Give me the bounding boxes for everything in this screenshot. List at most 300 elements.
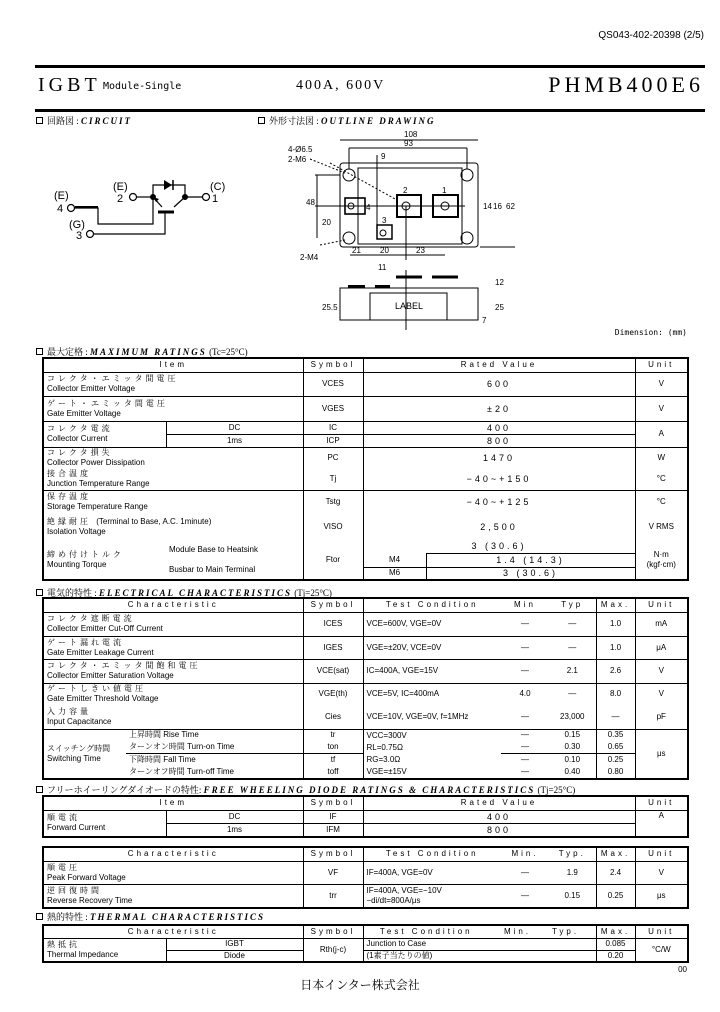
- table-cell: 0.30: [549, 741, 596, 753]
- table-cell: DC: [166, 810, 303, 823]
- table-cell: IC: [303, 421, 363, 434]
- text-label: LABEL: [395, 301, 424, 311]
- text-label: Collector Power Dissipation: [47, 457, 145, 467]
- table-cell: Tstg: [303, 490, 363, 514]
- page-code: 00: [678, 965, 687, 974]
- circuit-diagram: [40, 165, 240, 250]
- table-cell: Item: [43, 358, 303, 372]
- table-cell: [43, 659, 303, 683]
- text-label: Busbar to Main Terminal: [169, 564, 256, 574]
- table-cell: [126, 753, 303, 766]
- text-label: 3: [76, 230, 83, 242]
- table-cell: 0.35: [596, 729, 635, 741]
- table-cell: ICP: [303, 434, 363, 447]
- table-cell: [43, 421, 166, 447]
- table-cell: [363, 729, 501, 779]
- text-label: Storage Temperature Range: [47, 502, 148, 512]
- table-cell: Typ.: [549, 847, 596, 861]
- table-cell: 0.20: [596, 950, 635, 962]
- text-label: 電気的特性: [47, 588, 93, 598]
- table-cell: [43, 490, 303, 514]
- section-max-ratings: 最大定格 : MAXIMUM RATINGS (Tc=25°C): [36, 345, 248, 358]
- table-cell: VCES: [303, 372, 363, 396]
- table-cell: VF: [303, 861, 363, 884]
- table-row: [43, 861, 688, 884]
- text-label: フリーホイーリングダイオードの特性: [47, 785, 199, 795]
- table-cell: [43, 372, 303, 396]
- text-label: [36, 348, 43, 355]
- text-label: 20: [380, 246, 389, 255]
- table-cell: 1ms: [166, 434, 303, 447]
- table-cell: M4: [363, 553, 426, 567]
- table-cell: [43, 861, 303, 884]
- part-number: PHMB400E6: [548, 72, 704, 97]
- text-label: 11: [378, 263, 387, 272]
- table-row: [43, 540, 688, 553]
- text-label: 21: [352, 246, 361, 255]
- table-row: [43, 884, 688, 908]
- table-cell: 0.15: [549, 729, 596, 741]
- table-cell: 2.4: [596, 861, 635, 884]
- table-cell: Max.: [596, 598, 635, 612]
- table-cell: VCE=5V, IC=400mA: [363, 683, 501, 705]
- table-cell: Cies: [303, 705, 363, 729]
- table-cell: —: [501, 729, 549, 741]
- table-cell: Characteristic: [43, 847, 303, 861]
- table-cell: 1.4 (14.3): [426, 553, 635, 567]
- text-label: 締め付けトルク: [47, 549, 124, 559]
- text-label: Collector Emitter Voltage: [47, 384, 136, 393]
- table-cell: 1.0: [596, 636, 635, 659]
- table-cell: 0.10: [549, 753, 596, 766]
- text-label: 62: [506, 202, 515, 211]
- table-cell: IGBT: [166, 938, 303, 950]
- table-cell: mA: [635, 612, 688, 636]
- text-label: N·m: [653, 549, 669, 559]
- table-cell: Symbol: [303, 598, 363, 612]
- table-cell: —: [549, 612, 596, 636]
- table-cell: VCE=600V, VGE=0V: [363, 612, 501, 636]
- table-cell: VCE=10V, VGE=0V, f=1MHz: [363, 705, 501, 729]
- text-label: 3: [382, 216, 387, 225]
- table-cell: [43, 468, 303, 490]
- text-label: コレクタ・エミッタ間飽和電圧: [47, 661, 201, 670]
- text-label: コレクタ・エミッタ間電圧: [47, 374, 179, 383]
- table-row: [43, 659, 688, 683]
- table-cell: —: [501, 659, 549, 683]
- table-cell: Symbol: [303, 847, 363, 861]
- text-label: 48: [306, 198, 315, 207]
- device-type: IGBT: [38, 74, 101, 96]
- diode-icon: [164, 180, 172, 190]
- table-cell: 1.0: [596, 612, 635, 636]
- table-cell: [43, 612, 303, 636]
- section-fwd: フリーホイーリングダイオードの特性: FREE WHEELING DIODE RATINGS & CHARACTERISTICS (Tj=25°C): [36, 783, 575, 796]
- table-cell: 0.80: [596, 766, 635, 779]
- text-label: 順電圧: [47, 862, 80, 872]
- fwd-characteristics-table: [42, 846, 689, 909]
- table-cell: [43, 540, 166, 580]
- text-label: (C): [210, 181, 226, 193]
- table-cell: —: [596, 705, 635, 729]
- text-label: VCC=300V: [366, 730, 407, 740]
- table-cell: 1.9: [549, 861, 596, 884]
- text-label: 25: [495, 303, 504, 312]
- thermal-characteristics-table: [42, 924, 689, 963]
- text-label: Isolation Voltage: [47, 527, 106, 536]
- table-cell: Symbol: [303, 925, 363, 938]
- text-label: 25.5: [322, 303, 338, 312]
- text-label: 上昇時間: [129, 730, 161, 740]
- text-label: 93: [404, 139, 413, 148]
- text-label: 4: [57, 203, 64, 215]
- table-cell: 800: [363, 434, 635, 447]
- table-cell: 2.1: [549, 659, 596, 683]
- divider: [35, 65, 705, 68]
- text-label: コレクタ損失: [47, 447, 113, 457]
- table-cell: °C: [635, 490, 688, 514]
- text-label: Forward Current: [47, 823, 106, 833]
- text-label: 9: [381, 152, 386, 161]
- text-label: Collector Emitter Saturation Voltage: [47, 671, 174, 680]
- table-cell: [363, 925, 596, 938]
- text-label: 保存温度: [47, 492, 91, 502]
- table-row: [43, 938, 688, 950]
- table-cell: 2.6: [596, 659, 635, 683]
- table-cell: VISO: [303, 514, 363, 540]
- table-cell: Diode: [166, 950, 303, 962]
- section-outline: 外形寸法図 : OUTLINE DRAWING: [258, 114, 435, 127]
- table-row: [43, 636, 688, 659]
- table-cell: IFM: [303, 823, 363, 837]
- table-cell: 0.15: [549, 884, 596, 908]
- table-cell: —: [501, 884, 549, 908]
- text-label: スイッチング時間: [47, 743, 111, 753]
- table-cell: VGES: [303, 396, 363, 421]
- text-label: Collector Current: [47, 434, 108, 443]
- table-cell: W: [635, 447, 688, 468]
- table-cell: 0.40: [549, 766, 596, 779]
- table-cell: VGE(th): [303, 683, 363, 705]
- table-cell: μs: [635, 729, 688, 779]
- table-cell: 2,500: [363, 514, 635, 540]
- table-row: [43, 396, 688, 421]
- table-cell: M6: [363, 567, 426, 580]
- text-label: (Tj=25°C): [294, 588, 332, 598]
- module-type: Module-Single: [103, 81, 182, 92]
- table-cell: ±20: [363, 396, 635, 421]
- table-cell: Tj: [303, 468, 363, 490]
- table-cell: Unit: [635, 925, 688, 938]
- table-cell: V: [635, 861, 688, 884]
- table-cell: Junction to Case: [363, 938, 596, 950]
- table-cell: °C/W: [635, 938, 688, 962]
- table-cell: IF: [303, 810, 363, 823]
- table-cell: Test Condition: [363, 598, 501, 612]
- table-cell: VGE=±20V, VCE=0V: [363, 636, 501, 659]
- document-number: QS043-402-20398 (2/5): [598, 30, 704, 41]
- text-label: (E): [54, 190, 69, 202]
- text-label: 回路図: [47, 116, 75, 126]
- table-cell: 0.65: [596, 741, 635, 753]
- text-label: Turn-on Time: [187, 741, 235, 751]
- section-thermal: 熱的特性 : THERMAL CHARACTERISTICS: [36, 910, 265, 923]
- table-cell: IF=400A, VGE=0V: [363, 861, 501, 884]
- text-label: 順電流: [47, 813, 80, 823]
- text-label: 16: [493, 202, 502, 211]
- text-label: 最大定格: [47, 347, 84, 357]
- table-row: [43, 372, 688, 396]
- table-cell: Unit: [635, 796, 688, 810]
- table-cell: 3 (30.6): [363, 540, 635, 553]
- table-cell: trr: [303, 884, 363, 908]
- text-label: 108: [404, 130, 418, 139]
- table-cell: 1470: [363, 447, 635, 468]
- text-label: [36, 117, 43, 124]
- table-cell: IGES: [303, 636, 363, 659]
- text-label: Switching Time: [47, 753, 101, 763]
- text-label: 14: [483, 202, 492, 211]
- text-label: (G): [69, 219, 85, 231]
- company-name: 日本インター株式会社: [300, 978, 420, 992]
- text-label: 1: [442, 186, 447, 195]
- table-cell: [43, 884, 303, 908]
- table-cell: −40~+125: [363, 490, 635, 514]
- table-cell: tr: [303, 729, 363, 741]
- table-cell: [43, 810, 166, 837]
- table-cell: Min: [501, 598, 549, 612]
- text-label: 入力容量: [47, 706, 91, 716]
- table-cell: 0.25: [596, 753, 635, 766]
- table-cell: —: [501, 705, 549, 729]
- text-label: コレクタ電流: [47, 424, 113, 433]
- text-label: [36, 589, 43, 596]
- table-row: [43, 514, 688, 540]
- terminal-3: [87, 231, 94, 238]
- max-ratings-table: [42, 357, 689, 581]
- table-cell: Ftor: [303, 540, 363, 580]
- table-cell: Max.: [596, 847, 635, 861]
- table-cell: °C: [635, 468, 688, 490]
- table-cell: —: [501, 753, 549, 766]
- text-label: [36, 786, 43, 793]
- table-cell: [43, 514, 303, 540]
- text-label: 4-Ø6.5: [288, 145, 313, 154]
- table-cell: 3 (30.6): [426, 567, 635, 580]
- table-cell: V: [635, 683, 688, 705]
- outline-drawing: [270, 125, 530, 335]
- text-label: RL=0.75Ω: [366, 742, 403, 752]
- table-cell: Rated Value: [363, 358, 635, 372]
- text-label: 接合温度: [47, 468, 91, 478]
- text-label: 外形寸法図: [269, 116, 315, 126]
- table-cell: [43, 938, 166, 962]
- table-cell: PC: [303, 447, 363, 468]
- text-label: 1: [212, 193, 219, 205]
- text-label: Junction Temperature Range: [47, 478, 150, 488]
- text-label: −di/dt=800A/μs: [366, 895, 421, 905]
- text-label: [36, 913, 43, 920]
- text-label: 熱的特性: [47, 912, 84, 922]
- fwd-ratings-table: [42, 795, 689, 838]
- table-cell: 0.085: [596, 938, 635, 950]
- text-label: (kgf·cm): [646, 559, 676, 569]
- table-cell: [126, 729, 303, 741]
- table-cell: 1ms: [166, 823, 303, 837]
- text-label: Reverse Recovery Time: [47, 895, 133, 905]
- text-label: 絶縁耐圧: [47, 517, 91, 526]
- table-cell: 23,000: [549, 705, 596, 729]
- table-cell: —: [549, 636, 596, 659]
- table-cell: 600: [363, 372, 635, 396]
- text-label: コレクタ遮断電流: [47, 614, 135, 623]
- text-label: (E): [113, 181, 128, 193]
- table-cell: 0.25: [596, 884, 635, 908]
- table-cell: A: [635, 421, 688, 447]
- table-row: [43, 810, 688, 823]
- text-label: 2: [403, 186, 408, 195]
- table-cell: μA: [635, 636, 688, 659]
- table-cell: Rated Value: [363, 796, 635, 810]
- text-label: (Tj=25°C): [537, 785, 576, 795]
- text-label: 23: [416, 246, 425, 255]
- text-label: Mounting Torque: [47, 559, 107, 569]
- table-cell: —: [549, 683, 596, 705]
- table-row: [43, 468, 688, 490]
- table-cell: toff: [303, 766, 363, 779]
- text-label: 熱抵抗: [47, 939, 80, 949]
- table-row: [43, 729, 688, 741]
- table-cell: pF: [635, 705, 688, 729]
- text-label: 4: [366, 203, 371, 212]
- text-label: 2-M6: [288, 155, 307, 164]
- text-label: [258, 117, 265, 124]
- table-row: [43, 421, 688, 434]
- table-cell: V: [635, 396, 688, 421]
- text-label: Gate Emitter Voltage: [47, 408, 121, 418]
- table-cell: —: [501, 612, 549, 636]
- section-electrical: 電気的特性 : ELECTRICAL CHARACTERISTICS (Tj=25°C): [36, 586, 332, 599]
- text-label: 2: [117, 193, 124, 205]
- table-cell: Characteristic: [43, 925, 303, 938]
- table-cell: ton: [303, 741, 363, 753]
- table-cell: (1素子当たりの値): [363, 950, 596, 962]
- text-label: (Tc=25°C): [209, 347, 248, 357]
- table-cell: Symbol: [303, 358, 363, 372]
- table-cell: [635, 540, 688, 580]
- text-label: Peak Forward Voltage: [47, 872, 126, 882]
- table-cell: 800: [363, 823, 635, 837]
- text-label: Collector Emitter Cut-Off Current: [47, 624, 163, 633]
- table-row: [43, 612, 688, 636]
- text-label: 下降時間: [129, 754, 161, 764]
- text-label: Turn-off Time: [186, 767, 234, 776]
- terminal-4: [68, 205, 75, 212]
- table-cell: Symbol: [303, 796, 363, 810]
- text-label: RG=3.0Ω: [366, 754, 401, 764]
- table-cell: Unit: [635, 847, 688, 861]
- table-cell: −40~+150: [363, 468, 635, 490]
- table-cell: [43, 447, 303, 468]
- text-label: Thermal Impedance: [47, 949, 119, 959]
- table-cell: A: [635, 810, 688, 837]
- table-cell: [126, 741, 303, 753]
- table-cell: [43, 636, 303, 659]
- text-label: Gate Emitter Threshold Voltage: [47, 694, 159, 704]
- table-row: [43, 490, 688, 514]
- text-label: 7: [482, 316, 487, 325]
- text-label: Gate Emitter Leakage Current: [47, 647, 154, 657]
- table-cell: Min.: [501, 847, 549, 861]
- table-cell: [43, 729, 126, 779]
- table-cell: [363, 884, 501, 908]
- electrical-characteristics-table: [42, 597, 689, 780]
- text-label: ゲートしきい値電圧: [47, 684, 146, 694]
- table-cell: ICES: [303, 612, 363, 636]
- text-label: Typ.: [551, 926, 580, 936]
- table-cell: Characteristic: [43, 598, 303, 612]
- table-cell: VCE(sat): [303, 659, 363, 683]
- table-cell: V: [635, 372, 688, 396]
- table-cell: [126, 766, 303, 779]
- text-label: 20: [322, 218, 331, 227]
- text-label: ターンオン時間: [129, 741, 185, 751]
- table-cell: Typ: [549, 598, 596, 612]
- table-cell: 8.0: [596, 683, 635, 705]
- table-cell: 400: [363, 421, 635, 434]
- text-label: VGE=±15V: [366, 766, 407, 776]
- table-cell: V: [635, 659, 688, 683]
- table-cell: tf: [303, 753, 363, 766]
- text-label: Min.: [503, 926, 532, 936]
- text-label: (Terminal to Base, A.C. 1minute): [96, 517, 212, 526]
- table-cell: μs: [635, 884, 688, 908]
- text-label: Rise Time: [163, 730, 199, 740]
- table-cell: [43, 396, 303, 421]
- table-cell: DC: [166, 421, 303, 434]
- table-cell: Unit: [635, 598, 688, 612]
- table-cell: [43, 683, 303, 705]
- table-row: [43, 683, 688, 705]
- text-label: 逆回復時間: [47, 885, 102, 895]
- table-cell: 400: [363, 810, 635, 823]
- text-label: ゲート・エミッタ間電圧: [47, 398, 168, 408]
- table-cell: IC=400A, VGE=15V: [363, 659, 501, 683]
- dimension-unit-note: Dimension: (mm): [614, 328, 687, 337]
- table-cell: —: [501, 741, 549, 753]
- table-cell: Item: [43, 796, 303, 810]
- table-cell: [166, 540, 303, 580]
- table-row: [43, 705, 688, 729]
- text-label: Test Condition: [379, 926, 473, 936]
- table-cell: Test Condition: [363, 847, 501, 861]
- section-circuit: 回路図 : CIRCUIT: [36, 114, 132, 127]
- table-cell: —: [501, 766, 549, 779]
- table-cell: Rth(j-c): [303, 938, 363, 962]
- table-cell: Max.: [596, 925, 635, 938]
- text-label: Fall Time: [163, 754, 196, 764]
- table-cell: —: [501, 861, 549, 884]
- table-cell: —: [501, 636, 549, 659]
- table-cell: 4.0: [501, 683, 549, 705]
- text-label: Module Base to Heatsink: [169, 544, 258, 554]
- terminal-2: [130, 194, 137, 201]
- text-label: 2-M4: [300, 253, 319, 262]
- text-label: [47, 517, 300, 527]
- table-row: [43, 447, 688, 468]
- text-label: IF=400A, VGE=−10V: [366, 885, 442, 895]
- text-label: ターンオフ時間: [129, 767, 185, 776]
